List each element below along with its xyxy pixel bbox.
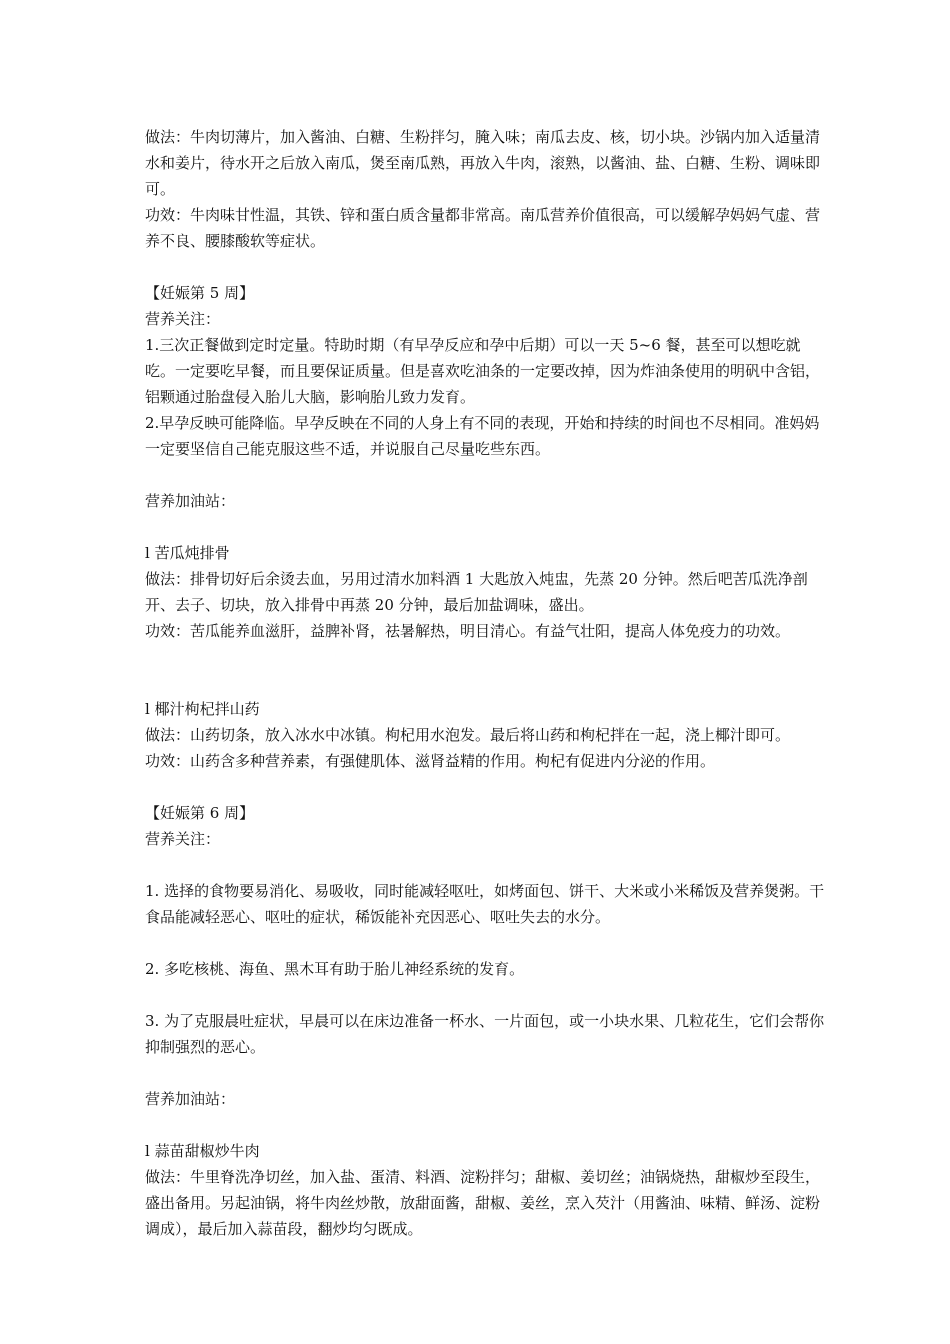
note-paragraph: 1. 选择的食物要易消化、易吸收，同时能减轻呕吐，如烤面包、饼干、大米或小米稀饭及营养煲粥。干食品能减轻恶心、呕吐的症状，稀饭能补充因恶心、呕吐失去的水分。: [145, 882, 825, 926]
spacer: [145, 644, 825, 696]
section-label: 营养加油站：: [145, 1090, 236, 1108]
section-label: 营养关注：: [145, 830, 221, 848]
document-body: [145, 124, 825, 1242]
recipe-title: l 苦瓜炖排骨: [145, 544, 230, 562]
spacer: [145, 774, 825, 800]
week-heading: 【妊娠第 5 周】: [145, 284, 255, 302]
section-label: 营养加油站：: [145, 492, 236, 510]
recipe-method-paragraph: 做法：牛肉切薄片，加入酱油、白糖、生粉拌匀，腌入味；南瓜去皮、核，切小块。沙锅内加入适量清水和姜片，待水开之后放入南瓜，煲至南瓜熟，再放入牛肉，滚熟，以酱油、盐、白糖、生粉、调味即可。: [145, 128, 821, 198]
recipe-title: l 蒜苗甜椒炒牛肉: [145, 1142, 260, 1160]
section-label: 营养关注：: [145, 310, 221, 328]
spacer: [145, 930, 825, 956]
spacer: [145, 852, 825, 878]
spacer: [145, 254, 825, 280]
recipe-method-paragraph: 做法：山药切条，放入冰水中冰镇。枸杞用水泡发。最后将山药和枸杞拌在一起，浇上椰汁即可。: [145, 726, 791, 744]
week-heading: 【妊娠第 6 周】: [145, 804, 255, 822]
note-paragraph: 2. 多吃核桃、海鱼、黑木耳有助于胎儿神经系统的发育。: [145, 960, 525, 978]
note-paragraph: 2.早孕反映可能降临。早孕反映在不同的人身上有不同的表现，开始和持续的时间也不尽相同。准妈妈一定要坚信自己能克服这些不适，并说服自己尽量吃些东西。: [145, 414, 820, 458]
recipe-effect-paragraph: 功效：山药含多种营养素，有强健肌体、滋肾益精的作用。枸杞有促进内分泌的作用。: [145, 752, 716, 770]
spacer: [145, 514, 825, 540]
spacer: [145, 1060, 825, 1086]
recipe-title: l 椰汁枸杞拌山药: [145, 700, 260, 718]
spacer: [145, 982, 825, 1008]
spacer: [145, 1112, 825, 1138]
recipe-effect-paragraph: 功效：牛肉味甘性温，其铁、锌和蛋白质含量都非常高。南瓜营养价值很高，可以缓解孕妈妈气虚、营养不良、腰膝酸软等症状。: [145, 206, 821, 250]
recipe-effect-paragraph: 功效：苦瓜能养血滋肝，益脾补肾，祛暑解热，明目清心。有益气壮阳，提高人体免疫力的功效。: [145, 622, 791, 640]
note-paragraph: 3. 为了克服晨吐症状，早晨可以在床边准备一杯水、一片面包，或一小块水果、几粒花生，它们会帮你抑制强烈的恶心。: [145, 1012, 825, 1056]
spacer: [145, 462, 825, 488]
note-paragraph: 1.三次正餐做到定时定量。特助时期（有早孕反应和孕中后期）可以一天 5~6 餐，甚至可以想吃就吃。一定要吃早餐，而且要保证质量。但是喜欢吃油条的一定要改掉，因为炸油条使用的明矾中含铝，铝颗通过胎盘侵入胎儿大脑，影响胎儿致力发育。: [145, 336, 821, 406]
recipe-method-paragraph: 做法：排骨切好后余烫去血，另用过清水加料酒 1 大匙放入炖盅，先蒸 20 分钟。然后吧苦瓜洗净剖开、去子、切块，放入排骨中再蒸 20 分钟，最后加盐调味，盛出。: [145, 570, 808, 614]
recipe-method-paragraph: 做法：牛里脊洗净切丝，加入盐、蛋清、料酒、淀粉拌匀；甜椒、姜切丝；油锅烧热，甜椒炒至段生，盛出备用。另起油锅，将牛肉丝炒散，放甜面酱，甜椒、姜丝，烹入芡汁（用酱油、味精、鲜汤、淀粉调成），最后加入蒜苗段，翻炒均匀既成。: [145, 1168, 821, 1238]
